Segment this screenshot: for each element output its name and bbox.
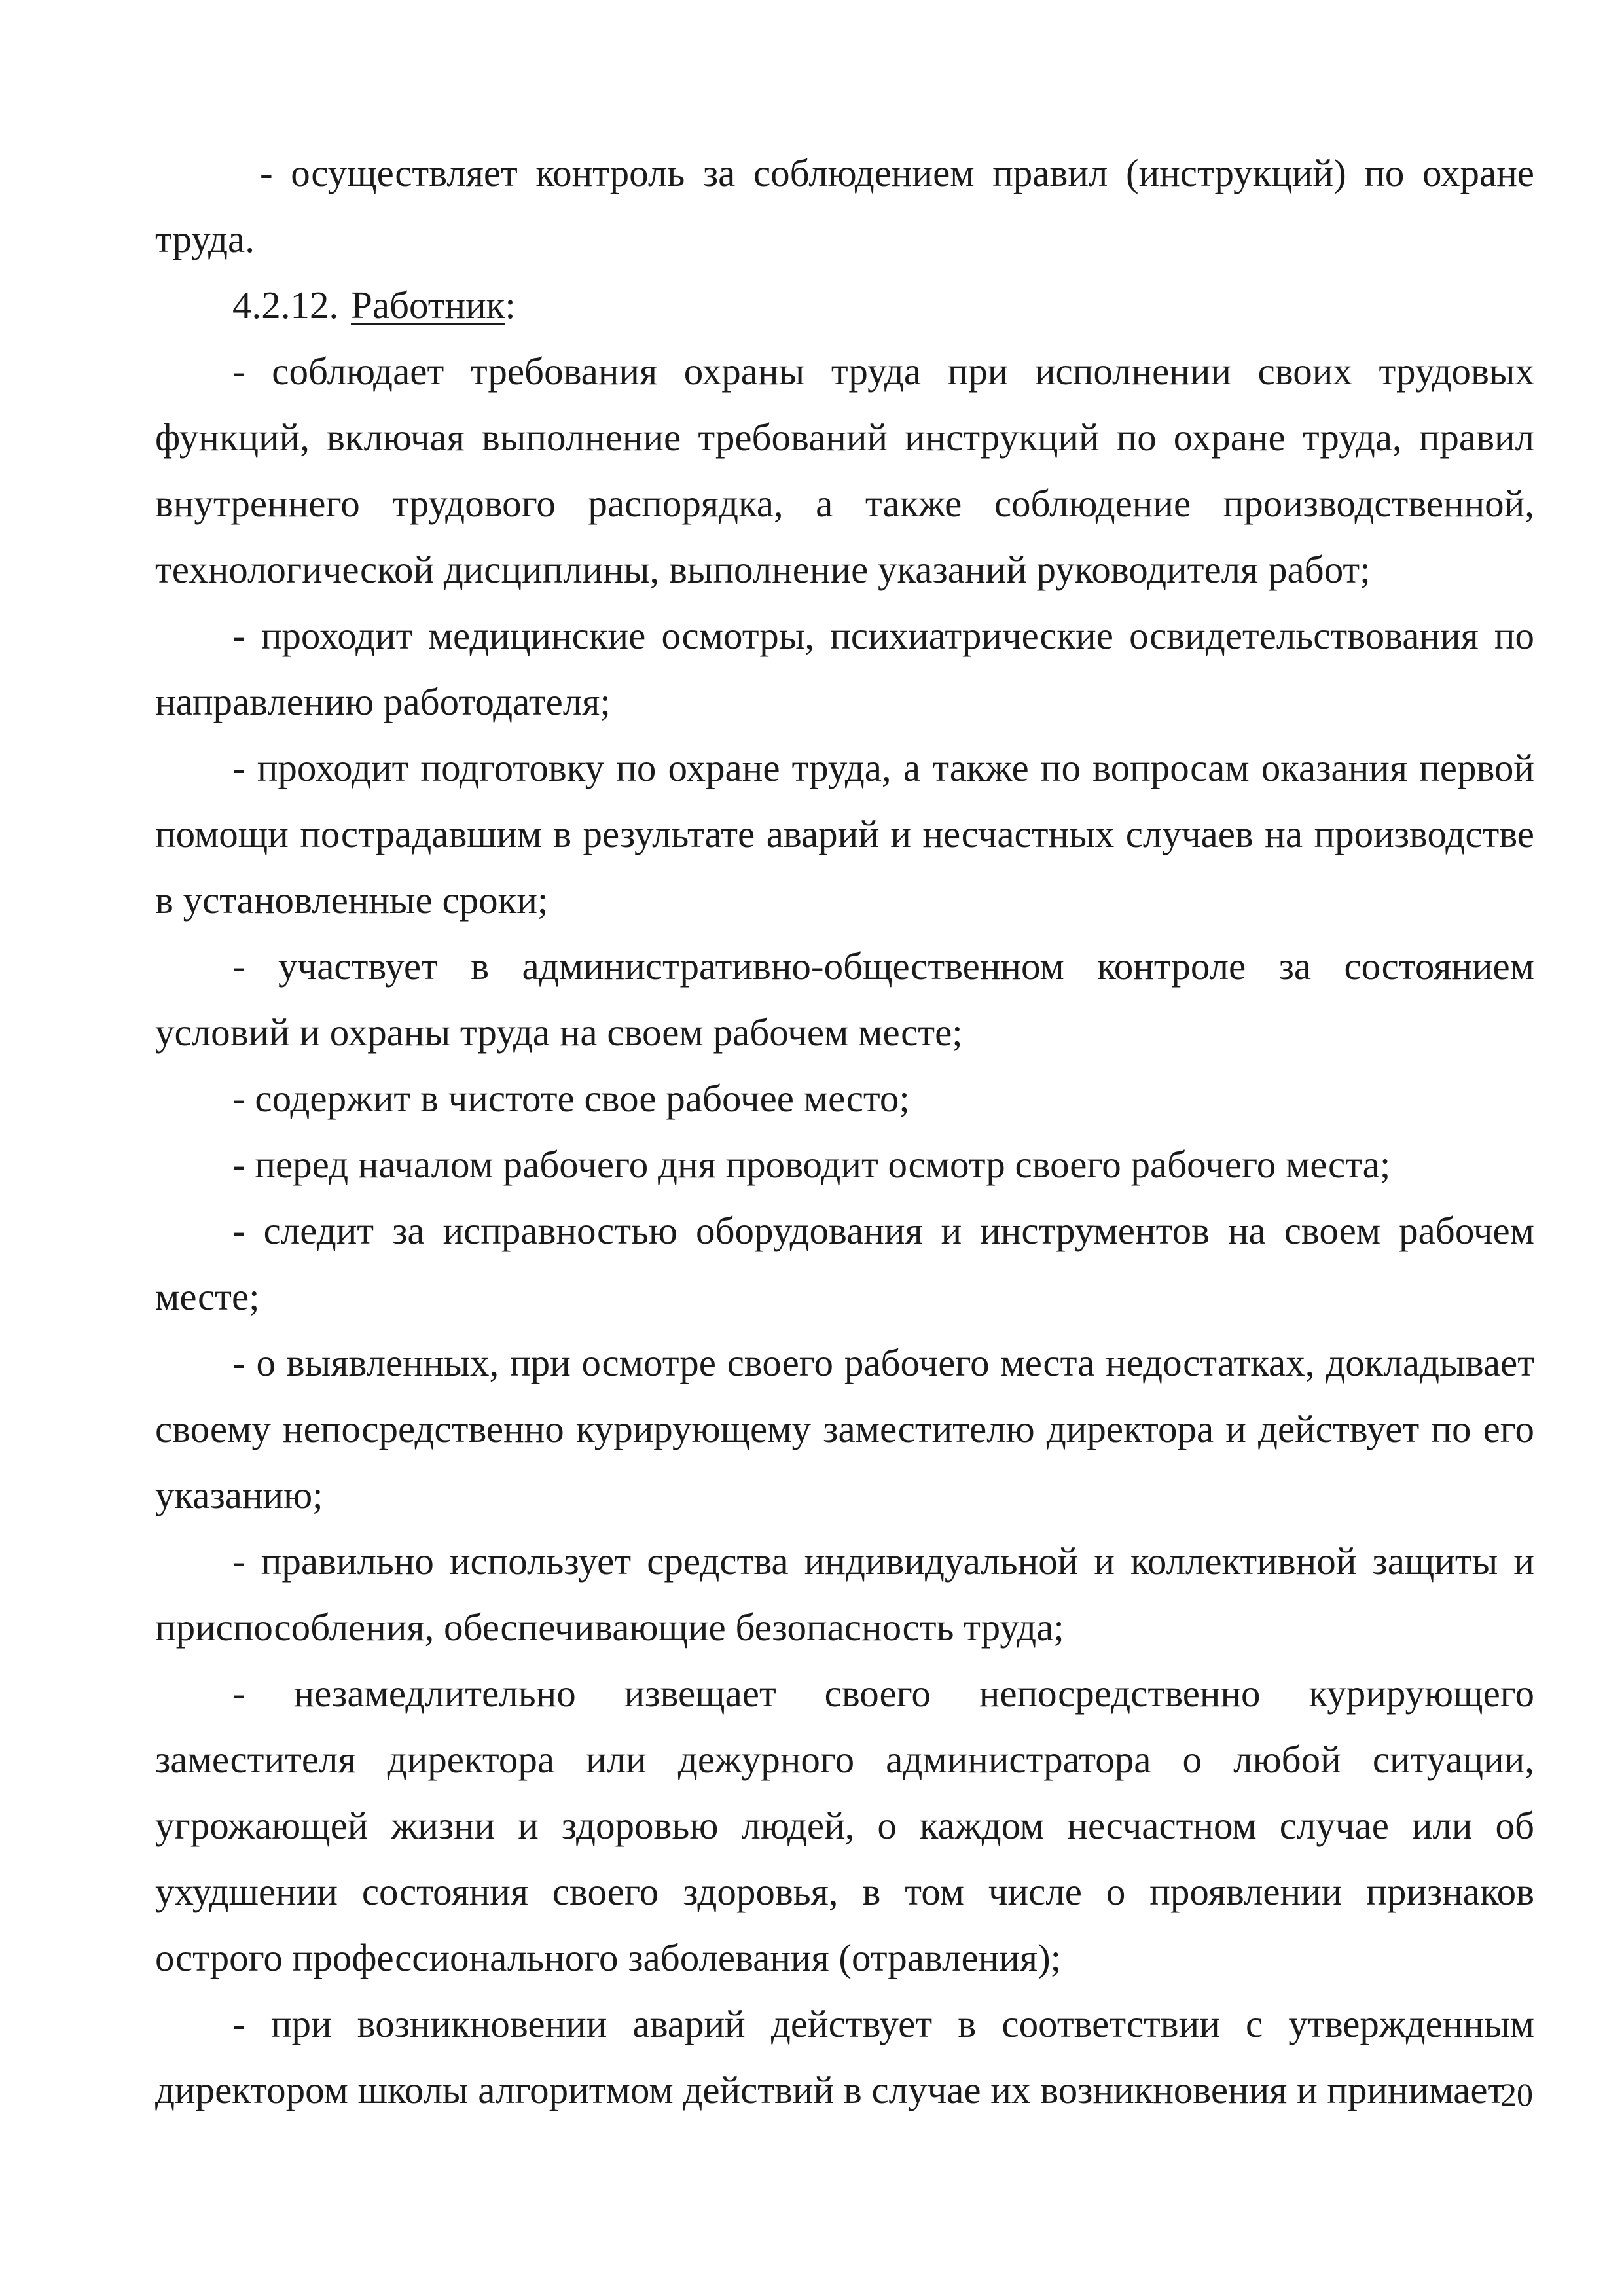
paragraph-safety-requirements: - соблюдает требования охраны труда при исполнении своих трудовых функций, включая выполнение требований инструкций по охране труда, правил внутреннего трудового распорядка, а также соблюдение производственной, технологической дисциплины, выполнение указаний руководителя работ; [155,350,1534,591]
paragraph-clean-workplace: - содержит в чистоте свое рабочее место; [232,1077,910,1120]
section-title-worker: Работник [351,283,505,327]
paragraph-public-control: - участвует в административно-общественном контроле за состоянием условий и охраны труда на своем рабочем месте; [155,944,1534,1054]
page-number: 20 [1500,2076,1533,2113]
paragraph-notify-emergencies: - незамедлительно извещает своего непосредственно курирующего заместителя директора или дежурного администратора о любой ситуации, угрожающей жизни и здоровью людей, о каждом несчастном случае или об ухудшении состояния своего здоровья, в том числе о проявлении признаков острого профессионального заболевания (отравления); [155,1672,1534,1979]
paragraph-equipment-check: - следит за исправностью оборудования и инструментов на своем рабочем месте; [155,1209,1534,1318]
section-heading-colon: : [505,283,516,327]
section-number: 4.2.12. [232,283,339,327]
paragraph-report-deficiencies: - о выявленных, при осмотре своего рабочего места недостатках, докладывает своему непосредственно курирующему заместителю директора и действует по его указанию; [155,1341,1534,1516]
paragraph-accident-response: - при возникновении аварий действует в соответствии с утвержденным директором школы алгоритмом действий в случае их возникновения и принимает [155,2002,1534,2111]
paragraph-control-duty: - осуществляет контроль за соблюдением правил (инструкций) по охране труда. [155,151,1534,260]
paragraph-workplace-inspection: - перед началом рабочего дня проводит осмотр своего рабочего места; [232,1143,1391,1186]
paragraph-medical-exams: - проходит медицинские осмотры, психиатрические освидетельствования по направлению работодателя; [155,614,1534,723]
document-body [155,140,1534,2123]
paragraph-protective-equipment: - правильно использует средства индивидуальной и коллективной защиты и приспособления, обеспечивающие безопасность труда; [155,1539,1534,1649]
section-heading [155,272,1534,338]
paragraph-safety-training: - проходит подготовку по охране труда, а также по вопросам оказания первой помощи пострадавшим в результате аварий и несчастных случаев на производстве в установленные сроки; [155,746,1534,922]
